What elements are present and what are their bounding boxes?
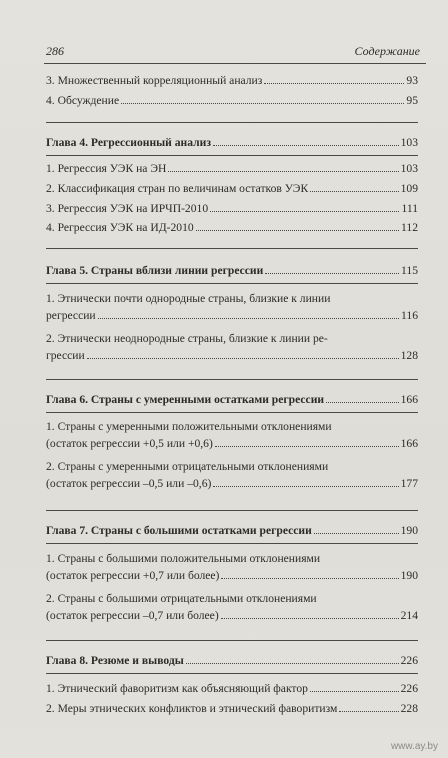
toc-chapter-entry <box>46 652 418 669</box>
toc-entry <box>46 92 418 109</box>
toc-entry <box>46 200 418 217</box>
toc-entry-page: 116 <box>401 309 418 322</box>
toc-entry-page: 111 <box>401 202 418 215</box>
toc-entry <box>46 290 418 324</box>
section-rule <box>46 248 418 249</box>
toc-entry <box>46 458 418 492</box>
section-rule <box>46 640 418 641</box>
dot-leader <box>186 663 399 664</box>
toc-entry <box>46 550 418 584</box>
toc-entry-title-cont: (остаток регрессии +0,5 или +0,6) <box>46 437 213 450</box>
toc-entry-page: 93 <box>406 74 418 87</box>
toc-chapter-title: Глава 8. Резюме и выводы <box>46 654 184 667</box>
toc-entry-title: 1. Страны с большими положительными отклонениями <box>46 552 321 565</box>
toc-entry <box>46 160 418 177</box>
watermark: www.ay.by <box>390 741 438 752</box>
toc-entry-title: 2. Страны с большими отрицательными отклонениями <box>46 592 317 605</box>
toc-chapter-entry <box>46 522 418 539</box>
toc-entry <box>46 72 418 89</box>
dot-leader <box>87 358 399 359</box>
toc-entry-title: 1. Страны с умеренными положительными отклонениями <box>46 420 332 433</box>
toc-entry-page: 166 <box>400 437 418 450</box>
toc-entry-page: 190 <box>400 569 418 582</box>
dot-leader <box>213 486 398 487</box>
dot-leader <box>98 318 399 319</box>
toc-entry-title: 2. Меры этнических конфликтов и этнический фаворитизм <box>46 702 338 715</box>
toc-entry-title: 2. Классификация стран по величинам остатков УЭК <box>46 182 309 195</box>
running-header-title: Содержание <box>354 44 420 58</box>
dot-leader <box>213 145 399 146</box>
section-rule <box>46 122 418 123</box>
toc-entry <box>46 590 418 624</box>
dot-leader <box>264 83 404 84</box>
toc-entry-page: 226 <box>400 682 418 695</box>
dot-leader <box>310 191 398 192</box>
toc-entry-title-cont: регрессии <box>46 309 96 322</box>
toc-chapter-title: Глава 5. Страны вблизи линии регрессии <box>46 264 264 277</box>
toc-entry-title: 2. Этнически неоднородные страны, близкие к линии ре- <box>46 332 328 345</box>
toc-entry-page: 128 <box>400 349 418 362</box>
toc-entry <box>46 180 418 197</box>
toc-entry <box>46 330 418 364</box>
toc-chapter-entry <box>46 134 418 151</box>
dot-leader <box>339 711 398 712</box>
toc-entry-page: 226 <box>400 654 418 667</box>
dot-leader <box>215 446 399 447</box>
toc-entry-title: 1. Этнически почти однородные страны, близкие к линии <box>46 292 331 305</box>
dot-leader <box>121 103 404 104</box>
toc-entry-title: 3. Регрессия УЭК на ИРЧП-2010 <box>46 202 209 215</box>
dot-leader <box>221 578 398 579</box>
toc-entry-page: 112 <box>401 221 418 234</box>
toc-chapter-entry <box>46 262 418 279</box>
dot-leader <box>314 533 399 534</box>
toc-entry-page: 228 <box>400 702 418 715</box>
section-rule <box>46 155 418 156</box>
toc-chapter-entry <box>46 391 418 408</box>
toc-entry-title: 2. Страны с умеренными отрицательными отклонениями <box>46 460 329 473</box>
section-rule <box>46 673 418 674</box>
toc-entry-page: 177 <box>400 477 418 490</box>
dot-leader <box>196 230 399 231</box>
section-rule <box>46 510 418 511</box>
toc-entry-title: 4. Регрессия УЭК на ИД-2010 <box>46 221 194 234</box>
toc-entry-title: 1. Этнический фаворитизм как объясняющий фактор <box>46 682 308 695</box>
toc-entry-page: 190 <box>400 524 418 537</box>
toc-entry-title: 4. Обсуждение <box>46 94 120 107</box>
section-rule <box>46 283 418 284</box>
toc-entry-title-cont: (остаток регрессии +0,7 или более) <box>46 569 220 582</box>
toc-entry <box>46 680 418 697</box>
toc-entry-title-cont: грессии <box>46 349 85 362</box>
toc-entry-page: 166 <box>400 393 418 406</box>
toc-entry-page: 103 <box>400 136 418 149</box>
toc-entry-page: 115 <box>401 264 418 277</box>
toc-entry-title: 1. Регрессия УЭК на ЭН <box>46 162 167 175</box>
toc-entry-title-cont: (остаток регрессии –0,5 или –0,6) <box>46 477 212 490</box>
toc-entry-title: 3. Множественный корреляционный анализ <box>46 74 263 87</box>
dot-leader <box>326 402 399 403</box>
dot-leader <box>265 273 399 274</box>
toc-entry <box>46 219 418 236</box>
section-rule <box>46 379 418 380</box>
toc-entry <box>46 700 418 717</box>
dot-leader <box>221 618 399 619</box>
toc-entry-page: 214 <box>400 609 418 622</box>
page-number: 286 <box>46 44 64 58</box>
header-rule <box>44 63 426 64</box>
dot-leader <box>168 171 398 172</box>
toc-entry-title-cont: (остаток регрессии –0,7 или более) <box>46 609 219 622</box>
toc-chapter-title: Глава 4. Регрессионный анализ <box>46 136 211 149</box>
dot-leader <box>210 211 399 212</box>
dot-leader <box>310 691 399 692</box>
toc-entry-page: 109 <box>400 182 418 195</box>
toc-entry-page: 95 <box>406 94 418 107</box>
toc-entry-page: 103 <box>400 162 418 175</box>
section-rule <box>46 412 418 413</box>
toc-entry <box>46 418 418 452</box>
section-rule <box>46 543 418 544</box>
toc-chapter-title: Глава 7. Страны с большими остатками регрессии <box>46 524 312 537</box>
toc-chapter-title: Глава 6. Страны с умеренными остатками регрессии <box>46 393 325 406</box>
